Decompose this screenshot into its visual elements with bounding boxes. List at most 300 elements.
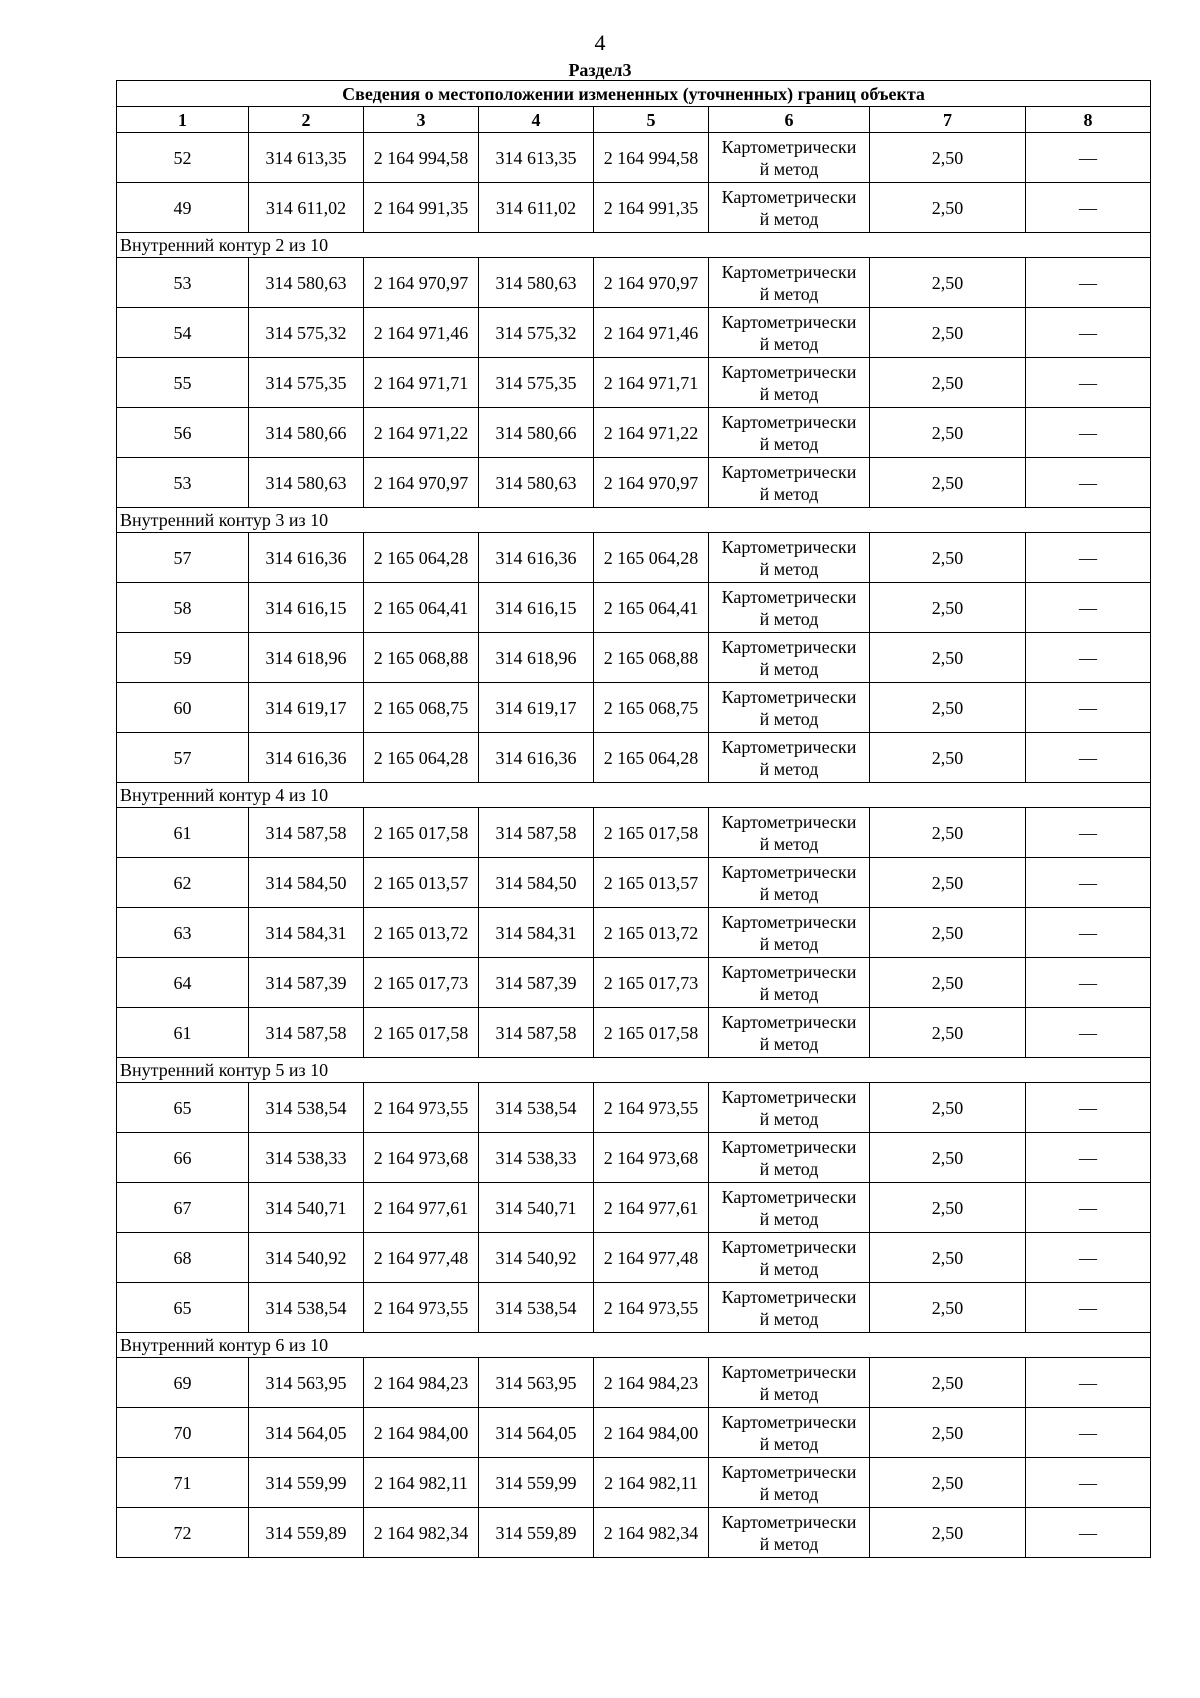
method-line: й метод	[759, 333, 819, 354]
table-row	[117, 458, 1151, 508]
contour-label: Внутренний контур 5 из 10	[117, 1058, 1151, 1083]
method-cell	[709, 183, 870, 233]
column-number-row	[117, 107, 1151, 133]
method-cell	[709, 533, 870, 583]
accuracy-value: 2,50	[870, 858, 1026, 908]
contour-row	[117, 783, 1151, 808]
coord-x-existing: 314 611,02	[249, 183, 364, 233]
dash-cell: —	[1026, 733, 1151, 783]
dash-cell: —	[1026, 633, 1151, 683]
method-line: Картометрически	[721, 1461, 857, 1482]
dash-cell: —	[1026, 1133, 1151, 1183]
coord-y-new: 2 164 973,55	[594, 1283, 709, 1333]
coord-y-new: 2 164 970,97	[594, 458, 709, 508]
table-row	[117, 408, 1151, 458]
column-number: 3	[364, 107, 479, 133]
dash-cell: —	[1026, 358, 1151, 408]
table-row	[117, 183, 1151, 233]
point-number: 71	[117, 1458, 249, 1508]
coord-y-existing: 2 165 013,72	[364, 908, 479, 958]
method-cell	[709, 583, 870, 633]
point-number: 58	[117, 583, 249, 633]
coord-x-existing: 314 540,92	[249, 1233, 364, 1283]
method-line: Картометрически	[721, 961, 857, 982]
accuracy-value: 2,50	[870, 258, 1026, 308]
coord-x-new: 314 587,58	[479, 808, 594, 858]
coord-y-existing: 2 165 068,88	[364, 633, 479, 683]
contour-row	[117, 1058, 1151, 1083]
point-number: 70	[117, 1408, 249, 1458]
coord-x-existing: 314 618,96	[249, 633, 364, 683]
coord-y-existing: 2 165 017,73	[364, 958, 479, 1008]
method-line: Картометрически	[721, 461, 857, 482]
coord-x-existing: 314 580,66	[249, 408, 364, 458]
method-line: Картометрически	[721, 1186, 857, 1207]
column-number: 4	[479, 107, 594, 133]
method-line: й метод	[759, 1533, 819, 1554]
dash-cell: —	[1026, 583, 1151, 633]
coord-x-new: 314 616,15	[479, 583, 594, 633]
method-line: й метод	[759, 933, 819, 954]
coord-y-new: 2 164 973,55	[594, 1083, 709, 1133]
method-cell	[709, 258, 870, 308]
point-number: 65	[117, 1283, 249, 1333]
method-line: й метод	[759, 1308, 819, 1329]
accuracy-value: 2,50	[870, 583, 1026, 633]
coord-x-existing: 314 575,32	[249, 308, 364, 358]
dash-cell: —	[1026, 1508, 1151, 1558]
point-number: 61	[117, 1008, 249, 1058]
method-line: Картометрически	[721, 811, 857, 832]
coord-x-new: 314 616,36	[479, 733, 594, 783]
dash-cell: —	[1026, 133, 1151, 183]
dash-cell: —	[1026, 1233, 1151, 1283]
method-line: й метод	[759, 1433, 819, 1454]
method-line: й метод	[759, 558, 819, 579]
column-number: 1	[117, 107, 249, 133]
accuracy-value: 2,50	[870, 1233, 1026, 1283]
coord-y-new: 2 165 017,58	[594, 1008, 709, 1058]
method-cell	[709, 633, 870, 683]
coord-x-new: 314 616,36	[479, 533, 594, 583]
coord-x-new: 314 538,33	[479, 1133, 594, 1183]
accuracy-value: 2,50	[870, 1358, 1026, 1408]
accuracy-value: 2,50	[870, 358, 1026, 408]
accuracy-value: 2,50	[870, 408, 1026, 458]
method-line: й метод	[759, 433, 819, 454]
method-line: й метод	[759, 1208, 819, 1229]
coord-y-existing: 2 165 068,75	[364, 683, 479, 733]
coord-y-existing: 2 164 973,68	[364, 1133, 479, 1183]
dash-cell: —	[1026, 408, 1151, 458]
method-cell	[709, 958, 870, 1008]
coord-x-new: 314 563,95	[479, 1358, 594, 1408]
dash-cell: —	[1026, 858, 1151, 908]
dash-cell: —	[1026, 533, 1151, 583]
method-cell	[709, 408, 870, 458]
table-row	[117, 1283, 1151, 1333]
method-line: Картометрически	[721, 911, 857, 932]
method-line: Картометрически	[721, 1011, 857, 1032]
dash-cell: —	[1026, 1083, 1151, 1133]
point-number: 54	[117, 308, 249, 358]
table-row	[117, 683, 1151, 733]
coord-y-new: 2 164 973,68	[594, 1133, 709, 1183]
page-number: 4	[594, 30, 606, 55]
table-caption: Сведения о местоположении измененных (уточненных) границ объекта	[117, 81, 1151, 107]
coord-x-existing: 314 619,17	[249, 683, 364, 733]
point-number: 63	[117, 908, 249, 958]
coord-x-existing: 314 538,33	[249, 1133, 364, 1183]
coord-y-existing: 2 164 977,61	[364, 1183, 479, 1233]
coord-x-new: 314 575,35	[479, 358, 594, 408]
point-number: 68	[117, 1233, 249, 1283]
method-cell	[709, 858, 870, 908]
method-line: й метод	[759, 1108, 819, 1129]
table-body	[117, 133, 1151, 1558]
method-line: й метод	[759, 1158, 819, 1179]
method-line: Картометрически	[721, 736, 857, 757]
dash-cell: —	[1026, 258, 1151, 308]
coord-y-existing: 2 164 994,58	[364, 133, 479, 183]
coord-y-new: 2 164 977,61	[594, 1183, 709, 1233]
method-cell	[709, 1358, 870, 1408]
coord-y-existing: 2 165 064,28	[364, 533, 479, 583]
coord-x-new: 314 619,17	[479, 683, 594, 733]
method-line: й метод	[759, 833, 819, 854]
coord-x-existing: 314 575,35	[249, 358, 364, 408]
coord-y-new: 2 165 068,75	[594, 683, 709, 733]
accuracy-value: 2,50	[870, 808, 1026, 858]
coord-x-existing: 314 613,35	[249, 133, 364, 183]
method-line: Картометрически	[721, 186, 857, 207]
point-number: 56	[117, 408, 249, 458]
coord-y-existing: 2 164 970,97	[364, 458, 479, 508]
method-line: й метод	[759, 608, 819, 629]
coord-x-existing: 314 580,63	[249, 458, 364, 508]
point-number: 62	[117, 858, 249, 908]
method-cell	[709, 133, 870, 183]
table-row	[117, 733, 1151, 783]
coord-x-existing: 314 580,63	[249, 258, 364, 308]
method-cell	[709, 358, 870, 408]
coord-y-new: 2 165 064,28	[594, 533, 709, 583]
table-row	[117, 258, 1151, 308]
method-line: й метод	[759, 208, 819, 229]
coord-x-existing: 314 587,58	[249, 1008, 364, 1058]
dash-cell: —	[1026, 683, 1151, 733]
coord-x-existing: 314 563,95	[249, 1358, 364, 1408]
dash-cell: —	[1026, 908, 1151, 958]
method-cell	[709, 1083, 870, 1133]
coord-y-existing: 2 164 971,71	[364, 358, 479, 408]
coord-y-new: 2 165 013,57	[594, 858, 709, 908]
coord-y-existing: 2 165 064,28	[364, 733, 479, 783]
dash-cell: —	[1026, 1458, 1151, 1508]
table-row	[117, 1408, 1151, 1458]
dash-cell: —	[1026, 1283, 1151, 1333]
coord-y-existing: 2 164 971,22	[364, 408, 479, 458]
table-row	[117, 533, 1151, 583]
coord-x-existing: 314 584,50	[249, 858, 364, 908]
contour-label: Внутренний контур 2 из 10	[117, 233, 1151, 258]
coord-y-new: 2 164 984,23	[594, 1358, 709, 1408]
coord-y-existing: 2 164 973,55	[364, 1283, 479, 1333]
method-line: й метод	[759, 1258, 819, 1279]
coord-y-new: 2 164 971,22	[594, 408, 709, 458]
coord-y-new: 2 164 994,58	[594, 133, 709, 183]
coord-x-existing: 314 616,15	[249, 583, 364, 633]
coord-y-new: 2 165 017,73	[594, 958, 709, 1008]
method-cell	[709, 458, 870, 508]
coord-x-new: 314 587,58	[479, 1008, 594, 1058]
method-line: й метод	[759, 658, 819, 679]
point-number: 60	[117, 683, 249, 733]
coord-y-new: 2 164 984,00	[594, 1408, 709, 1458]
coord-x-new: 314 584,31	[479, 908, 594, 958]
coord-y-new: 2 164 982,11	[594, 1458, 709, 1508]
coord-y-new: 2 165 013,72	[594, 908, 709, 958]
point-number: 61	[117, 808, 249, 858]
accuracy-value: 2,50	[870, 908, 1026, 958]
section-title: Раздел3	[568, 60, 632, 80]
coord-x-existing: 314 584,31	[249, 908, 364, 958]
coord-y-new: 2 165 064,41	[594, 583, 709, 633]
coord-y-existing: 2 165 064,41	[364, 583, 479, 633]
coordinates-table	[116, 80, 1151, 1558]
coord-y-new: 2 165 068,88	[594, 633, 709, 683]
coord-x-new: 314 540,71	[479, 1183, 594, 1233]
accuracy-value: 2,50	[870, 183, 1026, 233]
method-line: Картометрически	[721, 686, 857, 707]
column-number: 2	[249, 107, 364, 133]
coord-y-new: 2 164 982,34	[594, 1508, 709, 1558]
point-number: 59	[117, 633, 249, 683]
method-line: й метод	[759, 1483, 819, 1504]
method-line: Картометрически	[721, 1286, 857, 1307]
dash-cell: —	[1026, 808, 1151, 858]
point-number: 55	[117, 358, 249, 408]
accuracy-value: 2,50	[870, 958, 1026, 1008]
method-cell	[709, 1458, 870, 1508]
coord-y-existing: 2 164 982,11	[364, 1458, 479, 1508]
method-cell	[709, 1508, 870, 1558]
coord-x-existing: 314 538,54	[249, 1083, 364, 1133]
accuracy-value: 2,50	[870, 1408, 1026, 1458]
contour-row	[117, 233, 1151, 258]
table-row	[117, 1183, 1151, 1233]
coord-x-existing: 314 587,58	[249, 808, 364, 858]
table-row	[117, 133, 1151, 183]
coord-x-new: 314 580,63	[479, 458, 594, 508]
point-number: 65	[117, 1083, 249, 1133]
contour-row	[117, 508, 1151, 533]
point-number: 53	[117, 258, 249, 308]
column-number: 6	[709, 107, 870, 133]
coord-y-existing: 2 164 984,23	[364, 1358, 479, 1408]
coord-y-new: 2 164 970,97	[594, 258, 709, 308]
coord-y-existing: 2 164 977,48	[364, 1233, 479, 1283]
coord-y-new: 2 164 991,35	[594, 183, 709, 233]
coord-y-existing: 2 164 970,97	[364, 258, 479, 308]
contour-label: Внутренний контур 3 из 10	[117, 508, 1151, 533]
coord-x-new: 314 580,66	[479, 408, 594, 458]
method-cell	[709, 1008, 870, 1058]
coord-x-new: 314 575,32	[479, 308, 594, 358]
coord-y-existing: 2 164 982,34	[364, 1508, 479, 1558]
method-cell	[709, 733, 870, 783]
method-line: Картометрически	[721, 1136, 857, 1157]
coord-x-existing: 314 564,05	[249, 1408, 364, 1458]
coord-x-new: 314 618,96	[479, 633, 594, 683]
table-row	[117, 958, 1151, 1008]
table-row	[117, 1458, 1151, 1508]
method-line: Картометрически	[721, 1086, 857, 1107]
column-number: 7	[870, 107, 1026, 133]
point-number: 72	[117, 1508, 249, 1558]
coord-y-existing: 2 164 971,46	[364, 308, 479, 358]
point-number: 53	[117, 458, 249, 508]
accuracy-value: 2,50	[870, 1133, 1026, 1183]
accuracy-value: 2,50	[870, 1283, 1026, 1333]
method-line: Картометрически	[721, 361, 857, 382]
table-row	[117, 1008, 1151, 1058]
method-cell	[709, 908, 870, 958]
point-number: 57	[117, 733, 249, 783]
point-number: 57	[117, 533, 249, 583]
coord-x-new: 314 611,02	[479, 183, 594, 233]
coord-y-existing: 2 164 984,00	[364, 1408, 479, 1458]
coord-x-new: 314 564,05	[479, 1408, 594, 1458]
coord-y-existing: 2 164 991,35	[364, 183, 479, 233]
method-line: й метод	[759, 983, 819, 1004]
method-cell	[709, 1283, 870, 1333]
method-line: й метод	[759, 1383, 819, 1404]
point-number: 69	[117, 1358, 249, 1408]
coord-x-new: 314 540,92	[479, 1233, 594, 1283]
accuracy-value: 2,50	[870, 1458, 1026, 1508]
table-row	[117, 1508, 1151, 1558]
method-line: й метод	[759, 483, 819, 504]
point-number: 52	[117, 133, 249, 183]
coord-x-new: 314 538,54	[479, 1283, 594, 1333]
dash-cell: —	[1026, 1408, 1151, 1458]
table-row	[117, 1133, 1151, 1183]
table-row	[117, 358, 1151, 408]
table-row	[117, 633, 1151, 683]
table-row	[117, 858, 1151, 908]
dash-cell: —	[1026, 308, 1151, 358]
contour-label: Внутренний контур 4 из 10	[117, 783, 1151, 808]
method-line: Картометрически	[721, 1511, 857, 1532]
method-line: Картометрически	[721, 1361, 857, 1382]
coord-x-existing: 314 616,36	[249, 733, 364, 783]
point-number: 64	[117, 958, 249, 1008]
method-line: Картометрически	[721, 311, 857, 332]
coord-x-new: 314 538,54	[479, 1083, 594, 1133]
coord-x-existing: 314 559,89	[249, 1508, 364, 1558]
coord-x-new: 314 559,89	[479, 1508, 594, 1558]
table-row	[117, 1358, 1151, 1408]
dash-cell: —	[1026, 958, 1151, 1008]
table-row	[117, 1083, 1151, 1133]
method-line: Картометрически	[721, 1411, 857, 1432]
method-line: й метод	[759, 708, 819, 729]
coord-x-existing: 314 540,71	[249, 1183, 364, 1233]
coord-x-existing: 314 616,36	[249, 533, 364, 583]
method-line: Картометрически	[721, 261, 857, 282]
column-number: 8	[1026, 107, 1151, 133]
coord-y-existing: 2 164 973,55	[364, 1083, 479, 1133]
coord-y-new: 2 164 977,48	[594, 1233, 709, 1283]
method-line: Картометрически	[721, 411, 857, 432]
accuracy-value: 2,50	[870, 308, 1026, 358]
coord-x-new: 314 587,39	[479, 958, 594, 1008]
coord-x-existing: 314 538,54	[249, 1283, 364, 1333]
column-number: 5	[594, 107, 709, 133]
accuracy-value: 2,50	[870, 1183, 1026, 1233]
coord-y-new: 2 165 064,28	[594, 733, 709, 783]
method-cell	[709, 1233, 870, 1283]
method-cell	[709, 308, 870, 358]
method-line: Картометрически	[721, 636, 857, 657]
method-line: Картометрически	[721, 136, 857, 157]
coord-x-new: 314 580,63	[479, 258, 594, 308]
coord-y-existing: 2 165 017,58	[364, 808, 479, 858]
dash-cell: —	[1026, 1358, 1151, 1408]
accuracy-value: 2,50	[870, 633, 1026, 683]
coord-y-existing: 2 165 017,58	[364, 1008, 479, 1058]
method-line: й метод	[759, 383, 819, 404]
method-cell	[709, 808, 870, 858]
point-number: 66	[117, 1133, 249, 1183]
method-line: й метод	[759, 1033, 819, 1054]
contour-row	[117, 1333, 1151, 1358]
accuracy-value: 2,50	[870, 458, 1026, 508]
accuracy-value: 2,50	[870, 683, 1026, 733]
dash-cell: —	[1026, 458, 1151, 508]
accuracy-value: 2,50	[870, 1008, 1026, 1058]
table-row	[117, 808, 1151, 858]
method-line: Картометрически	[721, 861, 857, 882]
accuracy-value: 2,50	[870, 1083, 1026, 1133]
coord-x-existing: 314 559,99	[249, 1458, 364, 1508]
table-row	[117, 1233, 1151, 1283]
coord-x-new: 314 584,50	[479, 858, 594, 908]
dash-cell: —	[1026, 1183, 1151, 1233]
method-cell	[709, 1183, 870, 1233]
method-line: Картометрически	[721, 1236, 857, 1257]
method-cell	[709, 1408, 870, 1458]
table-row	[117, 308, 1151, 358]
accuracy-value: 2,50	[870, 1508, 1026, 1558]
method-line: й метод	[759, 758, 819, 779]
contour-label: Внутренний контур 6 из 10	[117, 1333, 1151, 1358]
coord-y-new: 2 164 971,71	[594, 358, 709, 408]
dash-cell: —	[1026, 1008, 1151, 1058]
method-cell	[709, 1133, 870, 1183]
coord-x-existing: 314 587,39	[249, 958, 364, 1008]
method-line: й метод	[759, 883, 819, 904]
method-line: й метод	[759, 283, 819, 304]
point-number: 67	[117, 1183, 249, 1233]
coord-x-new: 314 559,99	[479, 1458, 594, 1508]
accuracy-value: 2,50	[870, 533, 1026, 583]
point-number: 49	[117, 183, 249, 233]
method-line: Картометрически	[721, 536, 857, 557]
coord-y-new: 2 164 971,46	[594, 308, 709, 358]
accuracy-value: 2,50	[870, 733, 1026, 783]
